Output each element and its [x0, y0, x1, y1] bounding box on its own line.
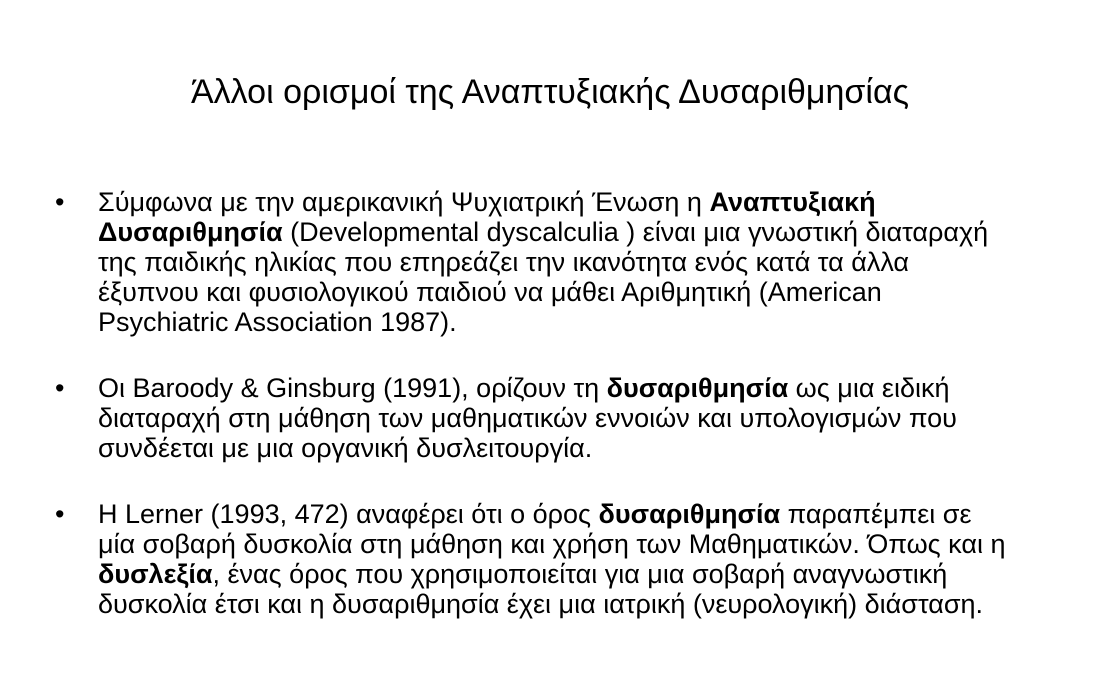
- bullet-text: Η Lerner (1993, 472) αναφέρει ότι ο όρος: [98, 499, 599, 529]
- bullet-icon: •: [55, 499, 65, 529]
- bullet-item-baroody-ginsburg: [55, 373, 1015, 463]
- bullet-item-apa-definition: [55, 187, 1015, 337]
- bullet-bold-term: δυσαριθμησία: [606, 373, 789, 403]
- bullet-list: [55, 187, 1015, 619]
- bullet-bold-term: Αναπτυξιακή Δυσαριθμησία: [98, 187, 876, 247]
- bullet-text: , ένας όρος που χρησιμοποιείται για μια σοβαρή αναγνωστική δυσκολία έτσι και η δυσαριθμησία έχει μια ιατρική (νευρολογική) διάσταση.: [98, 559, 984, 619]
- bullet-text: (Developmental dyscalculia ) είναι μια γνωστική διαταραχή της παιδικής ηλικίας που επηρεάζει την ικανότητα ενός κατά τα άλλα έξυπνου και φυσιολογικού παιδιού να μάθει Αριθμητική (American Psychiatric Association 1987).: [98, 217, 989, 337]
- slide-title: Άλλοι ορισμοί της Αναπτυξιακής Δυσαριθμησίας: [190, 73, 909, 111]
- bullet-icon: •: [55, 373, 65, 403]
- bullet-bold-term: δυσλεξία: [98, 559, 213, 589]
- bullet-icon: •: [55, 187, 65, 217]
- bullet-bold-term: δυσαριθμησία: [598, 499, 781, 529]
- bullet-item-lerner: [55, 499, 1015, 619]
- bullet-text: Σύμφωνα με την αμερικανική Ψυχιατρική Ένωση η: [98, 187, 710, 217]
- bullet-text: παραπέμπει σε μία σοβαρή δυσκολία στη μάθηση και χρήση των Μαθηματικών. Όπως και η: [98, 499, 1006, 559]
- bullet-text: ως μια ειδική διαταραχή στη μάθηση των μαθηματικών εννοιών και υπολογισμών που συνδέεται με μια οργανική δυσλειτουργία.: [98, 373, 957, 463]
- bullet-text: Οι Baroody & Ginsburg (1991), ορίζουν τη: [98, 373, 607, 403]
